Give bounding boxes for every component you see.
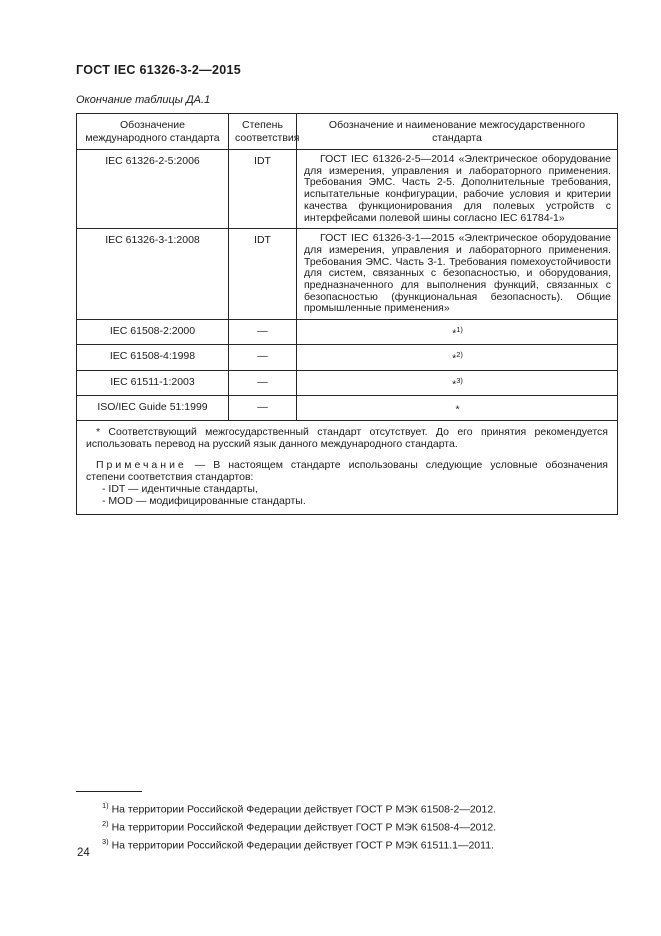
footnote-marker: 1) [102,801,109,810]
footnote-text: На территории Российской Федерации действует ГОСТ Р МЭК 61511.1—2011. [111,839,494,852]
table-caption: Окончание таблицы ДА.1 [76,94,211,106]
footnote-asterisk: * [452,352,457,365]
table-row [77,229,618,320]
interstate-standard-cell [297,345,618,370]
table-row [77,320,618,345]
table-row [77,150,618,229]
interstate-standard-cell [297,370,618,395]
footnote-asterisk: * [452,327,457,340]
note-paragraph [86,459,608,483]
intl-standard-cell: IEC 61326-2-5:2006 [77,150,229,229]
footnote-line [102,817,556,835]
footnote-marker: 1) [456,325,463,335]
footnote-text: На территории Российской Федерации действует ГОСТ Р МЭК 61508-2—2012. [111,803,497,816]
footnote-rule [76,791,142,792]
degree-cell: IDT [229,150,297,229]
intl-standard-cell: IEC 61508-4:1998 [77,345,229,370]
asterisk-note: * Соответствующий межгосударственный стандарт отсутствует. До его принятия рекомендуется использовать перевод на русский язык данного международного стандарта. [86,425,608,450]
footnote-marker: 2) [456,350,463,360]
degree-cell: IDT [229,229,297,320]
table-notes-cell [77,420,618,514]
degree-cell: — [229,395,297,420]
interstate-standard-cell [297,395,618,420]
intl-standard-cell: IEC 61508-2:2000 [77,320,229,345]
interstate-standard-cell: ГОСТ IEC 61326-3-1—2015 «Электрическое оборудование для измерения, управления и лабораторного применения. Требования ЭМС. Часть 3-1. Требования помехоустойчивости для систем, связанных с безопасностью, и оборудования, предназначенного для выполнения функций, связанных с безопасностью (функциональная безопасность). Общие промышленные применения» [297,229,618,320]
footnote-line [102,799,556,817]
page-number: 24 [77,847,90,859]
footnote-marker: 2) [102,819,109,828]
standards-correspondence-table [76,113,618,515]
document-title: ГОСТ IEC 61326-3-2—2015 [76,63,241,77]
interstate-standard-cell [297,320,618,345]
header-intl-standard: Обозначение международного стандарта [77,114,229,150]
table-row [77,345,618,370]
footnote-marker: 3) [456,375,463,385]
intl-standard-cell: ISO/IEC Guide 51:1999 [77,395,229,420]
note-item-mod: - MOD — модифицированные стандарты. [102,494,306,507]
intl-standard-cell: IEC 61511-1:2003 [77,370,229,395]
footnote-line [102,835,556,853]
table-header-row [77,114,618,150]
footnote-asterisk: * [452,378,457,391]
table-notes-row [77,420,618,514]
intl-standard-cell: IEC 61326-3-1:2008 [77,229,229,320]
footnote-asterisk: * [455,403,460,416]
header-interstate-standard: Обозначение и наименование межгосударственного стандарта [297,114,618,150]
note-text: — В настоящем стандарте использованы следующие условные обозначения степени соответствия стандартов: [86,458,608,483]
footnote-text: На территории Российской Федерации действует ГОСТ Р МЭК 61508-4—2012. [111,821,497,834]
note-item-idt: - IDT — идентичные стандарты, [102,482,258,495]
degree-cell: — [229,320,297,345]
table-row [77,395,618,420]
page-footnotes [76,791,556,853]
footnote-marker: 3) [102,837,109,846]
degree-cell: — [229,345,297,370]
note-label: Примечание [96,458,187,471]
header-degree: Степень соответствия [229,114,297,150]
interstate-standard-cell: ГОСТ IEC 61326-2-5—2014 «Электрическое оборудование для измерения, управления и лабораторного применения. Требования ЭМС. Часть 2-5. Дополнительные требования, испытательные конфигурации, рабочие условия и критерии качества функционирования для полевых устройств с интерфейсами полевой шины согласно IEC 61784-1» [297,150,618,229]
degree-cell: — [229,370,297,395]
table-row [77,370,618,395]
page-content [76,63,617,515]
